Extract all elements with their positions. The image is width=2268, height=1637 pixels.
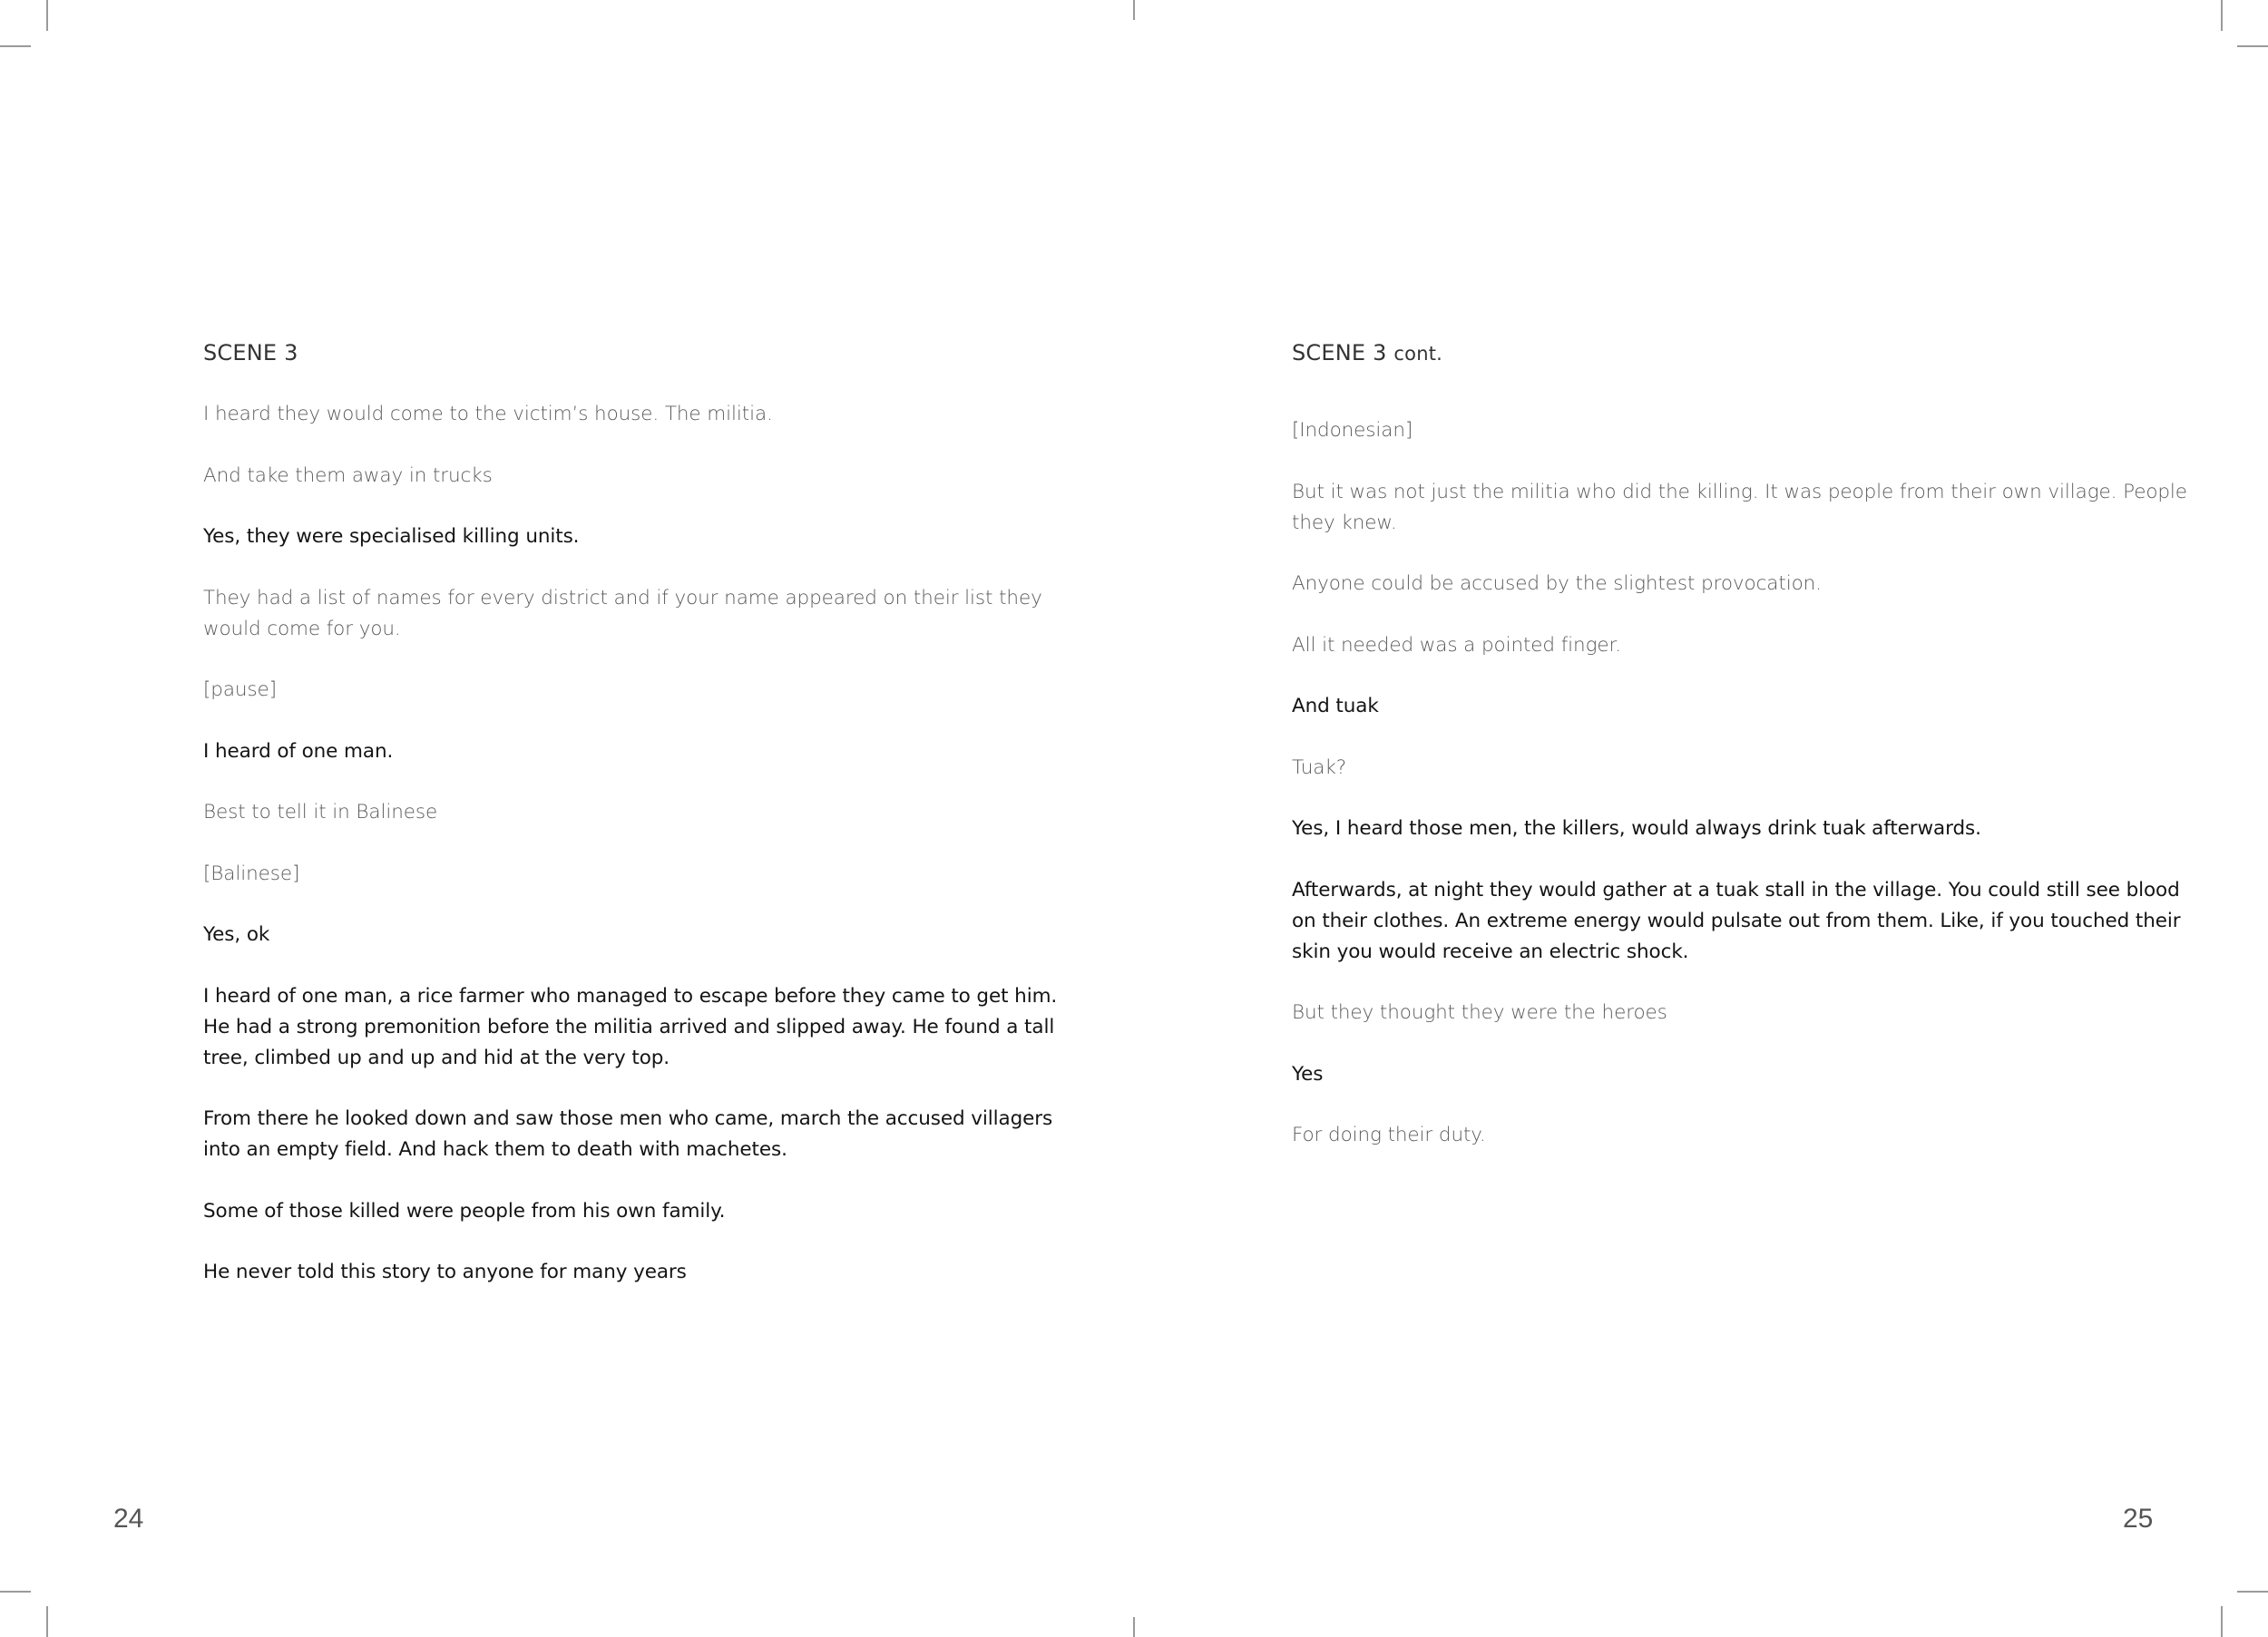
dialogue-line: And take them away in trucks: [203, 463, 493, 487]
left-text-column: [203, 337, 1061, 1319]
dialogue-line: [Indonesian]: [1292, 419, 1413, 442]
dialogue-line: Anyone could be accused by the slightest provocation.: [1292, 572, 1822, 595]
dialogue-line: From there he looked down and saw those men who came, march the accused villagers into an empty field. And hack them to death with machetes.: [203, 1107, 1053, 1161]
dialogue-line: They had a list of names for every district and if your name appeared on their list they would come for you.: [203, 586, 1042, 640]
dialogue-line: Yes, they were specialised killing units.: [203, 525, 580, 548]
dialogue-line: He never told this story to anyone for many years: [203, 1261, 687, 1283]
dialogue-line: Best to tell it in Balinese: [203, 801, 438, 823]
dialogue-line: And tuak: [1292, 695, 1379, 717]
right-scene-heading-suffix: cont.: [1393, 343, 1443, 365]
dialogue-line: Afterwards, at night they would gather at a tuak stall in the village. You could still see blood on their clothes. An extreme energy would pulsate out from them. Like, if you touched their skin you would receive an electric shock.: [1292, 878, 2181, 963]
dialogue-line: Yes, I heard those men, the killers, would always drink tuak afterwards.: [1292, 817, 1981, 840]
right-scene-heading: [1292, 337, 2199, 369]
dialogue-line: Tuak?: [1292, 755, 1347, 779]
right-page-number: 25: [2123, 1504, 2154, 1534]
dialogue-line: Yes, ok: [203, 923, 270, 946]
right-page: [1134, 0, 2268, 1637]
right-text-column: [1292, 337, 2199, 1182]
dialogue-line: [Balinese]: [203, 862, 300, 885]
dialogue-line: I heard they would come to the victim’s house. The militia.: [203, 403, 773, 425]
dialogue-line: For doing their duty.: [1292, 1124, 1486, 1146]
right-paragraphs: [1292, 415, 2199, 1151]
dialogue-line: I heard of one man.: [203, 739, 394, 763]
dialogue-line: But they thought they were the heroes: [1292, 1001, 1667, 1024]
left-scene-heading: SCENE 3: [203, 340, 298, 365]
dialogue-line: All it needed was a pointed finger.: [1292, 633, 1622, 657]
dialogue-line: Some of those killed were people from his own family.: [203, 1199, 726, 1223]
dialogue-line: [pause]: [203, 678, 277, 701]
dialogue-line: But it was not just the militia who did the killing. It was people from their own village. People they knew.: [1292, 480, 2187, 534]
left-page-number: 24: [113, 1504, 144, 1534]
dialogue-line: Yes: [1292, 1062, 1324, 1086]
right-scene-heading-title: SCENE 3: [1292, 340, 1387, 365]
left-paragraphs: [203, 399, 1061, 1288]
dialogue-line: I heard of one man, a rice farmer who managed to escape before they came to get him. He had a strong premonition before the militia arrived and slipped away. He found a tall tree, climbed up and up and hid at the very top.: [203, 984, 1058, 1069]
